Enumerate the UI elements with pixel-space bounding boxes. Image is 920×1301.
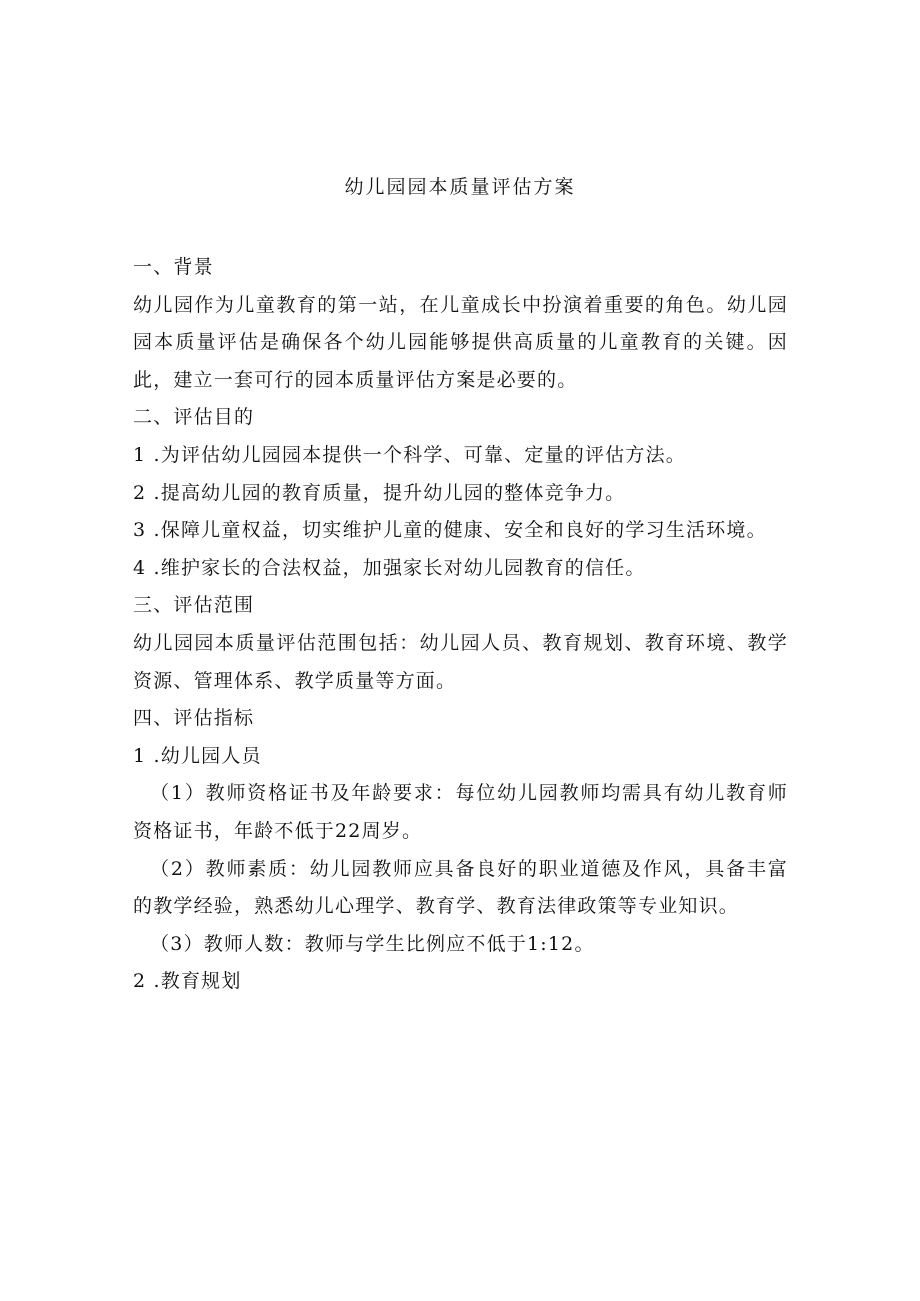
purpose-item-3: 3 .保障儿童权益，切实维护儿童的健康、安全和良好的学习生活环境。	[133, 519, 767, 542]
indicator-1-heading: 1 .幼儿园人员	[133, 744, 262, 767]
document-body	[133, 249, 788, 1001]
indicator-1-item-1: （1）教师资格证书及年龄要求：每位幼儿园教师均需具有幼儿教育师资格证书，年龄不低于22周岁。	[133, 782, 788, 842]
purpose-item-4: 4 .维护家长的合法权益，加强家长对幼儿园教育的信任。	[133, 556, 646, 579]
document-title: 幼儿园园本质量评估方案	[344, 176, 576, 198]
purpose-item-2: 2 .提高幼儿园的教育质量，提升幼儿园的整体竞争力。	[133, 481, 626, 504]
paragraph-background: 幼儿园作为儿童教育的第一站，在儿童成长中扮演着重要的角色。幼儿园园本质量评估是确保各个幼儿园能够提供高质量的儿童教育的关键。因此，建立一套可行的园本质量评估方案是必要的。	[133, 293, 788, 391]
heading-indicators: 四、评估指标	[133, 707, 255, 730]
purpose-item-1: 1 .为评估幼儿园园本提供一个科学、可靠、定量的评估方法。	[133, 443, 686, 466]
heading-purpose: 二、评估目的	[133, 406, 255, 429]
indicator-1-item-3: （3）教师人数：教师与学生比例应不低于1:12。	[150, 932, 595, 955]
indicator-2-heading: 2 .教育规划	[133, 970, 242, 993]
paragraph-scope: 幼儿园园本质量评估范围包括：幼儿园人员、教育规划、教育环境、教学资源、管理体系、教学质量等方面。	[133, 631, 788, 692]
heading-scope: 三、评估范围	[133, 594, 255, 617]
heading-background: 一、背景	[133, 256, 214, 278]
indicator-1-item-2: （2）教师素质：幼儿园教师应具备良好的职业道德及作风，具备丰富的教学经验，熟悉幼儿心理学、教育学、教育法律政策等专业知识。	[133, 857, 788, 918]
